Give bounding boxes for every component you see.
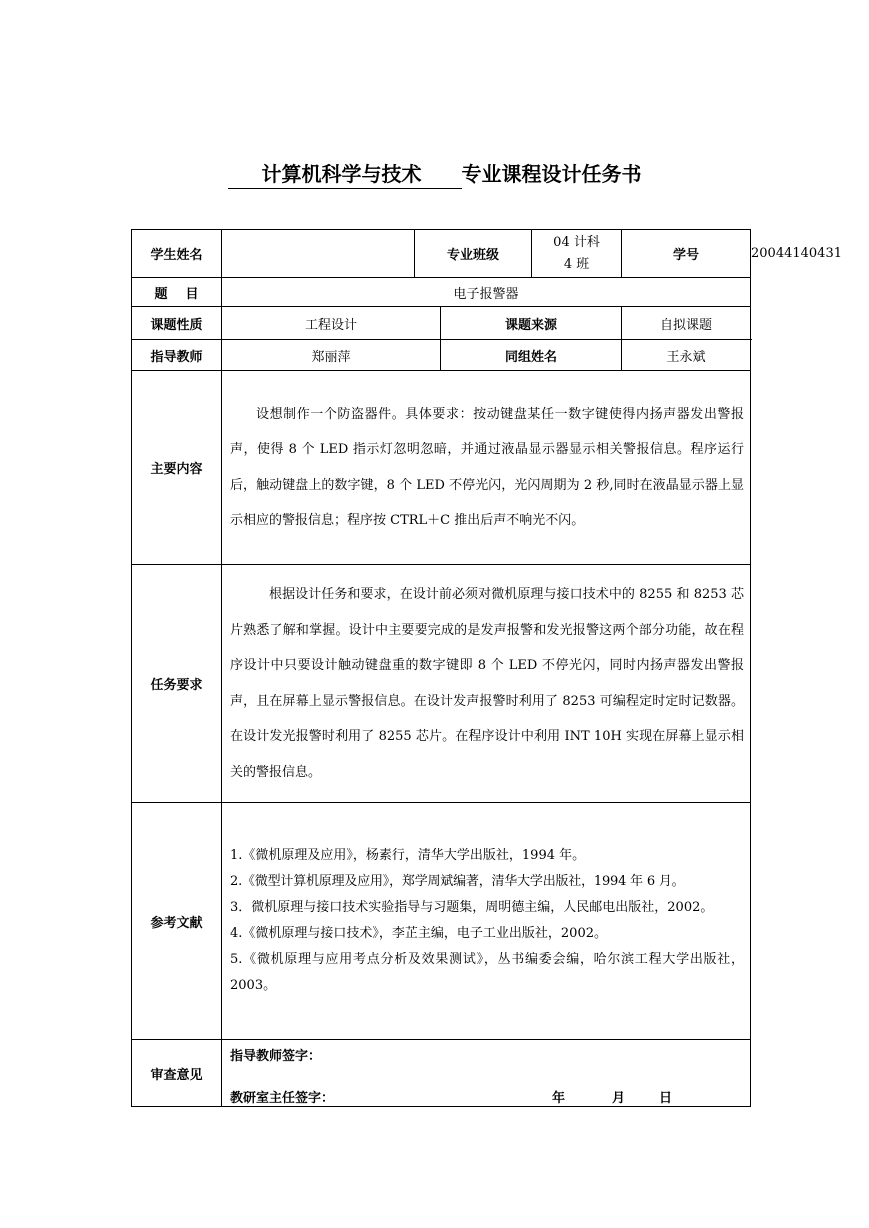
- label-references: 参考文献: [132, 803, 222, 1040]
- date-month-label: 月: [612, 1091, 626, 1106]
- reference-item: 2.《微型计算机原理及应用》，郑学周斌编著，清华大学出版社，1994 年 6 月。: [230, 874, 685, 889]
- row-review: [132, 1040, 751, 1107]
- review-signatures: [222, 1040, 750, 1106]
- director-signature-label: 教研室主任签字：: [230, 1091, 335, 1106]
- reference-item: 1.《微机原理及应用》，杨素行，清华大学出版社，1994 年。: [230, 848, 586, 863]
- value-teammate: 王永斌: [622, 340, 751, 371]
- row-topic-nature: [132, 307, 751, 340]
- label-advisor: 指导教师: [132, 340, 222, 371]
- label-task-requirements: 任务要求: [132, 565, 222, 803]
- assignment-form-table: [131, 229, 842, 1107]
- value-class: 04 计科 4 班: [532, 230, 622, 278]
- advisor-signature-label: 指导教师签字：: [230, 1049, 322, 1064]
- label-teammate: 同组姓名: [441, 340, 622, 371]
- label-class: 专业班级: [415, 230, 532, 278]
- label-student-id: 学号: [622, 230, 751, 278]
- main-content-text: 设想制作一个防盗器件。具体要求：按动键盘某任一数字键使得内扬声器发出警报声，使得 8 个 LED 指示灯忽明忽暗，并通过液晶显示器显示相关警报信息。程序运行后，触动键盘上的数字键，8 个 LED 不停光闪，光闪周期为 2 秒,同时在液晶显示器上显示相应的警报信息；程序按 CTRL＋C 推出后声不响光不闪。: [230, 406, 745, 528]
- reference-item: 3．微机原理与接口技术实验指导与习题集，周明德主编，人民邮电出版社，2002。: [230, 900, 714, 915]
- value-advisor: 郑丽萍: [222, 340, 441, 371]
- references-list: [222, 843, 750, 999]
- row-topic: [132, 278, 751, 307]
- row-task-requirements: [132, 565, 751, 803]
- value-topic-nature: 工程设计: [222, 307, 441, 340]
- row-main-content: [132, 371, 751, 565]
- value-topic-source: 自拟课题: [622, 307, 751, 340]
- value-student-name: [222, 230, 415, 278]
- title-suffix: 专业课程设计任务书: [461, 162, 642, 186]
- date-day-label: 日: [659, 1091, 673, 1106]
- page-title: [0, 160, 869, 189]
- label-main-content: 主要内容: [132, 371, 222, 565]
- value-topic: 电子报警器: [222, 278, 751, 307]
- date-year-label: 年: [552, 1091, 566, 1106]
- row-student: 学生姓名 专业班级 04 计科 4 班 学号 20044140431: [132, 230, 751, 278]
- label-review: 审查意见: [132, 1040, 222, 1107]
- reference-item: 4.《微机原理与接口技术》，李芷主编，电子工业出版社，2002。: [230, 926, 607, 941]
- reference-item: 5.《微机原理与应用考点分析及效果测试》，丛书编委会编，哈尔滨工程大学出版社，2003。: [230, 952, 745, 993]
- major-name: 计算机科学与技术: [228, 160, 462, 189]
- row-advisor: [132, 340, 751, 371]
- task-requirements-text: 根据设计任务和要求，在设计前必须对微机原理与接口技术中的 8255 和 8253 芯片熟悉了解和掌握。设计中主要要完成的是发声报警和发光报警这两个部分功能，故在程序设计中只要设计触动键盘重的数字键即 8 个 LED 不停光闪，同时内扬声器发出警报声，且在屏幕上显示警报信息。在设计发声报警时利用了 8253 可编程定时定时记数器。在设计发光报警时利用了 8255 芯片。在程序设计中利用 INT 10H 实现在屏幕上显示相关的警报信息。: [230, 587, 745, 780]
- label-topic: 题 目: [132, 278, 222, 307]
- row-references: [132, 803, 751, 1040]
- label-topic-nature: 课题性质: [132, 307, 222, 340]
- label-topic-source: 课题来源: [441, 307, 622, 340]
- label-student-name: 学生姓名: [132, 230, 222, 278]
